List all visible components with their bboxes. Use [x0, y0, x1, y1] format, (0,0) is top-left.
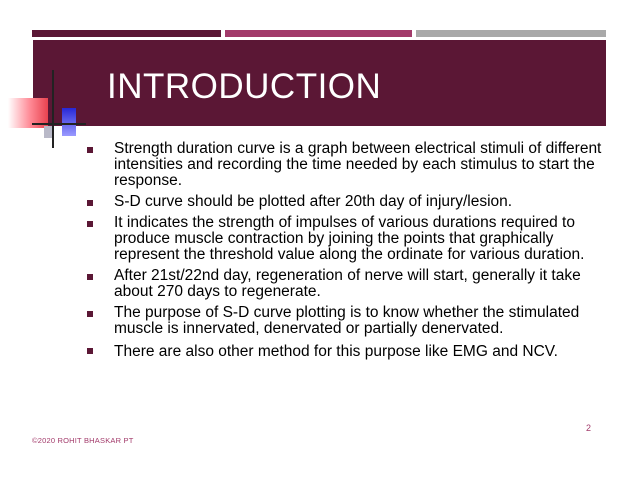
page-number: 2: [586, 423, 592, 433]
decorative-blue-block: [62, 108, 76, 136]
top-bar-magenta: [225, 30, 412, 37]
bullet-text: It indicates the strength of impulses of various durations required to produce muscle contraction by joining the points that graphically represent the threshold value along the ordinate for various duration.: [114, 214, 585, 263]
bullet-item: [85, 268, 615, 300]
bullet-square-icon: [87, 274, 93, 280]
bullet-item: [85, 305, 615, 337]
bullet-item: [85, 141, 615, 189]
bullet-item: [85, 342, 615, 362]
footer-copyright: ©2020 ROHIT BHASKAR PT: [32, 436, 134, 445]
top-bar-gray: [416, 30, 606, 37]
bullet-text: S-D curve should be plotted after 20th day of injury/lesion.: [114, 193, 513, 210]
bullet-square-icon: [87, 348, 93, 354]
bullet-text: After 21st/22nd day, regeneration of nerve will start, generally it take about 270 days to regenerate.: [114, 267, 581, 300]
bullet-square-icon: [87, 311, 93, 317]
bullet-square-icon: [87, 200, 93, 206]
top-bar-maroon: [32, 30, 221, 37]
bullet-list: [85, 141, 615, 367]
bullet-item: [85, 194, 615, 210]
bullet-square-icon: [87, 147, 93, 153]
bullet-text: Strength duration curve is a graph between electrical stimuli of different intensities and recording the time needed by each stimulus to start the response.: [114, 140, 602, 189]
slide-title: INTRODUCTION: [107, 67, 382, 106]
bullet-item: [85, 215, 615, 263]
decorative-vertical-line: [52, 70, 54, 148]
bullet-text: The purpose of S-D curve plotting is to know whether the stimulated muscle is innervated, denervated or partially denervated.: [114, 304, 580, 337]
decorative-horizontal-line: [32, 123, 86, 125]
bullet-square-icon: [87, 221, 93, 227]
bullet-text: There are also other method for this purpose like EMG and NCV.: [114, 343, 558, 360]
